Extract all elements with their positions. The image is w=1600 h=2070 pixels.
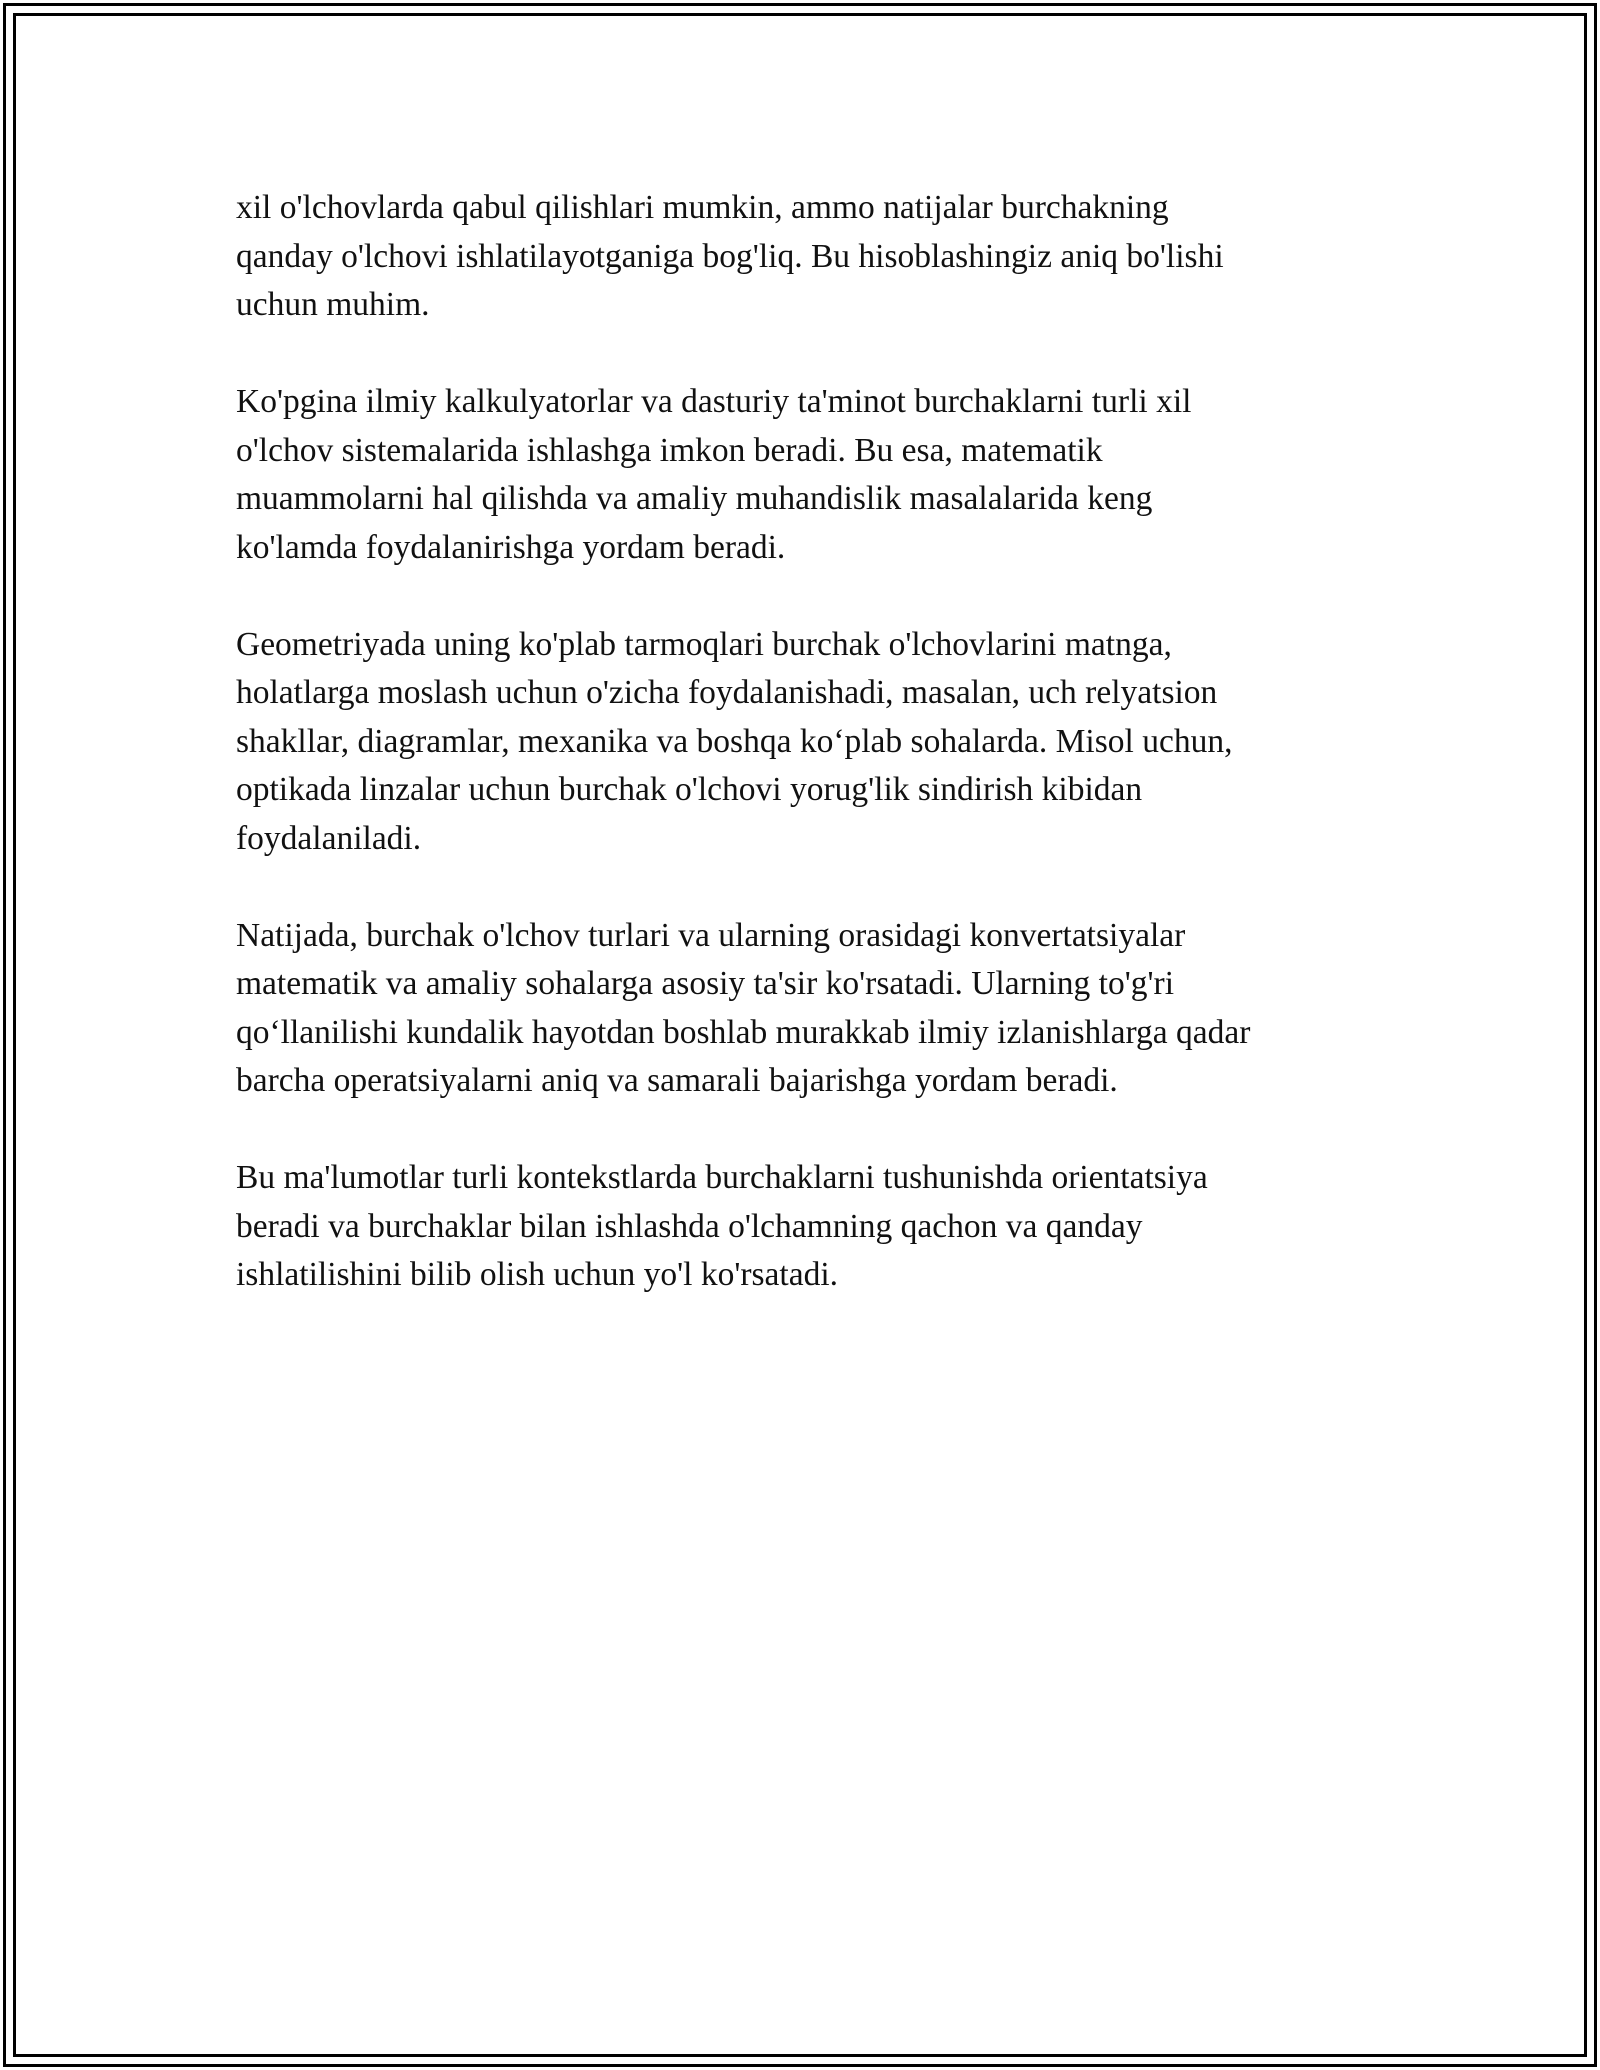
text-line: Natijada, burchak o'lchov turlari va ularning orasidagi konvertatsiyalar bbox=[236, 916, 1186, 954]
paragraph-3 bbox=[236, 621, 1356, 864]
text-line: qo‘llanilishi kundalik hayotdan boshlab murakkab ilmiy izlanishlarga qadar bbox=[236, 1013, 1251, 1051]
paragraph-4 bbox=[236, 912, 1356, 1106]
text-line: Geometriyada uning ko'plab tarmoqlari burchak o'lchovlarini matnga, bbox=[236, 625, 1172, 663]
text-line: ko'lamda foydalanirishga yordam beradi. bbox=[236, 528, 786, 566]
text-line: foydalaniladi. bbox=[236, 819, 422, 857]
text-line: optikada linzalar uchun burchak o'lchovi yorug'lik sindirish kibidan bbox=[236, 771, 1143, 808]
text-line: barcha operatsiyalarni aniq va samarali bajarishga yordam beradi. bbox=[236, 1062, 1118, 1099]
text-line: matematik va amaliy sohalarga asosiy ta'sir ko'rsatadi. Ularning to'g'ri bbox=[236, 965, 1175, 1002]
paragraph-2 bbox=[236, 378, 1356, 572]
text-line: muammolarni hal qilishda va amaliy muhandislik masalalarida keng bbox=[236, 480, 1153, 517]
text-line: Bu ma'lumotlar turli kontekstlarda burchaklarni tushunishda orientatsiya bbox=[236, 1159, 1208, 1196]
text-line: qanday o'lchovi ishlatilayotganiga bog'liq. Bu hisoblashingiz aniq bo'lishi bbox=[236, 237, 1224, 275]
text-line: beradi va burchaklar bilan ishlashda o'lchamning qachon va qanday bbox=[236, 1207, 1143, 1245]
text-line: holatlarga moslash uchun o'zicha foydalanishadi, masalan, uch relyatsion bbox=[236, 674, 1218, 711]
text-line: shakllar, diagramlar, mexanika va boshqa ko‘plab sohalarda. Misol uchun, bbox=[236, 722, 1233, 760]
text-line: Ko'pgina ilmiy kalkulyatorlar va dasturiy ta'minot burchaklarni turli xil bbox=[236, 383, 1192, 420]
text-line: o'lchov sistemalarida ishlashga imkon beradi. Bu esa, matematik bbox=[236, 431, 1103, 469]
text-line: ishlatilishini bilib olish uchun yo'l ko'rsatadi. bbox=[236, 1256, 839, 1293]
text-line: xil o'lchovlarda qabul qilishlari mumkin, ammo natijalar burchakning bbox=[236, 189, 1169, 226]
document-body bbox=[236, 184, 1356, 1348]
paragraph-1 bbox=[236, 184, 1356, 330]
text-line: uchun muhim. bbox=[236, 286, 430, 323]
paragraph-5 bbox=[236, 1154, 1356, 1300]
